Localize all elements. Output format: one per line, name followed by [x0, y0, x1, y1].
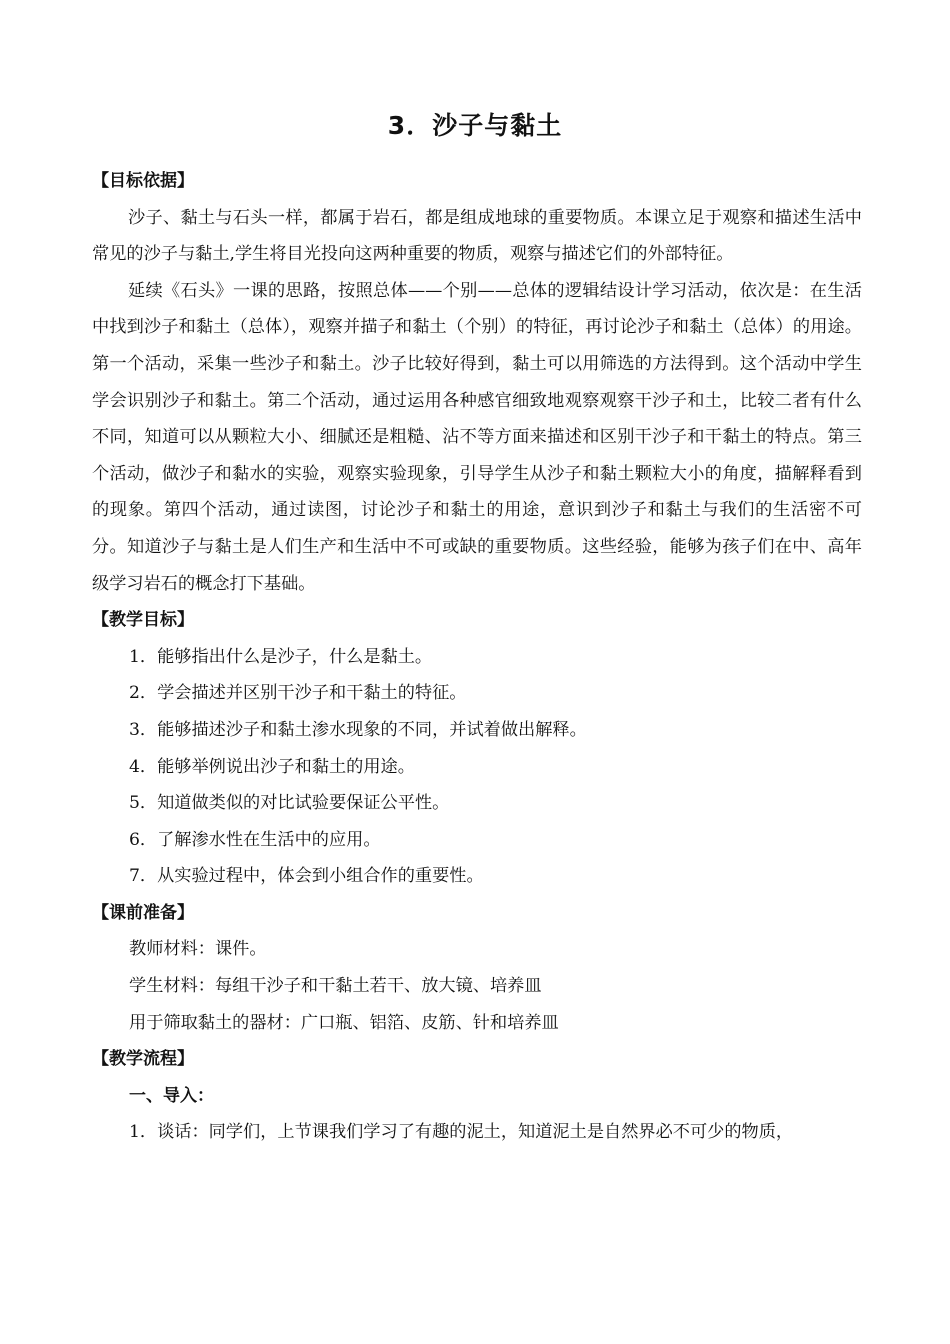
- objective-item: 2．学会描述并区别干沙子和干黏土的特征。: [129, 683, 467, 704]
- section-heading-objectives: 【教学目标】: [92, 610, 194, 631]
- preparation-item: 教师材料：课件。: [129, 939, 267, 960]
- preparation-item: 用于筛取黏土的器材：广口瓶、铝箔、皮筋、针和培养皿: [129, 1012, 559, 1033]
- page-title: 3．沙子与黏土: [387, 111, 563, 140]
- section-heading-process: 【教学流程】: [92, 1049, 194, 1070]
- basis-paragraph: 沙子、黏土与石头一样，都属于岩石，都是组成地球的重要物质。本课立足于观察和描述生活中常见的沙子与黏土,学生将目光投向这两种重要的物质，观察与描述它们的外部特征。: [92, 207, 862, 265]
- objective-item: 4．能够举例说出沙子和黏土的用途。: [129, 756, 415, 777]
- objective-item: 7．从实验过程中，体会到小组合作的重要性。: [129, 866, 484, 887]
- objective-item: 1．能够指出什么是沙子，什么是黏土。: [129, 646, 433, 667]
- objective-item: 6．了解渗水性在生活中的应用。: [129, 829, 381, 850]
- section-heading-basis: 【目标依据】: [92, 171, 194, 191]
- preparation-item: 学生材料：每组干沙子和干黏土若干、放大镜、培养皿: [129, 976, 542, 997]
- document-body: [92, 163, 862, 1151]
- objective-item: 3．能够描述沙子和黏土渗水现象的不同，并试着做出解释。: [129, 719, 587, 740]
- process-item: 1．谈话：同学们，上节课我们学习了有趣的泥土，知道泥土是自然界必不可少的物质，: [129, 1122, 794, 1143]
- objective-item: 5．知道做类似的对比试验要保证公平性。: [129, 793, 450, 814]
- basis-paragraph: 延续《石头》一课的思路，按照总体——个别——总体的逻辑结设计学习活动，依次是：在生活中找到沙子和黏土（总体），观察并描子和黏土（个别）的特征，再讨论沙子和黏土（总体）的用途。第一个活动，采集一些沙子和黏土。沙子比较好得到，黏土可以用筛选的方法得到。这个活动中学生学会识别沙子和黏土。第二个活动，通过运用各种感官细致地观察观察干沙子和土，比较二者有什么不同，知道可以从颗粒大小、细腻还是粗糙、沾不等方面来描述和区别干沙子和干黏土的特点。第三个活动，做沙子和黏水的实验，观察实验现象，引导学生从沙子和黏土颗粒大小的角度，描解释看到的现象。第四个活动，通过读图，讨论沙子和黏土的用途，意识到沙子和黏土与我们的生活密不可分。知道沙子与黏土是人们生产和生活中不可或缺的重要物质。这些经验，能够为孩子们在中、高年级学习岩石的概念打下基础。: [92, 280, 862, 594]
- section-heading-preparation: 【课前准备】: [92, 902, 194, 923]
- process-subheading: 一、导入：: [129, 1085, 214, 1106]
